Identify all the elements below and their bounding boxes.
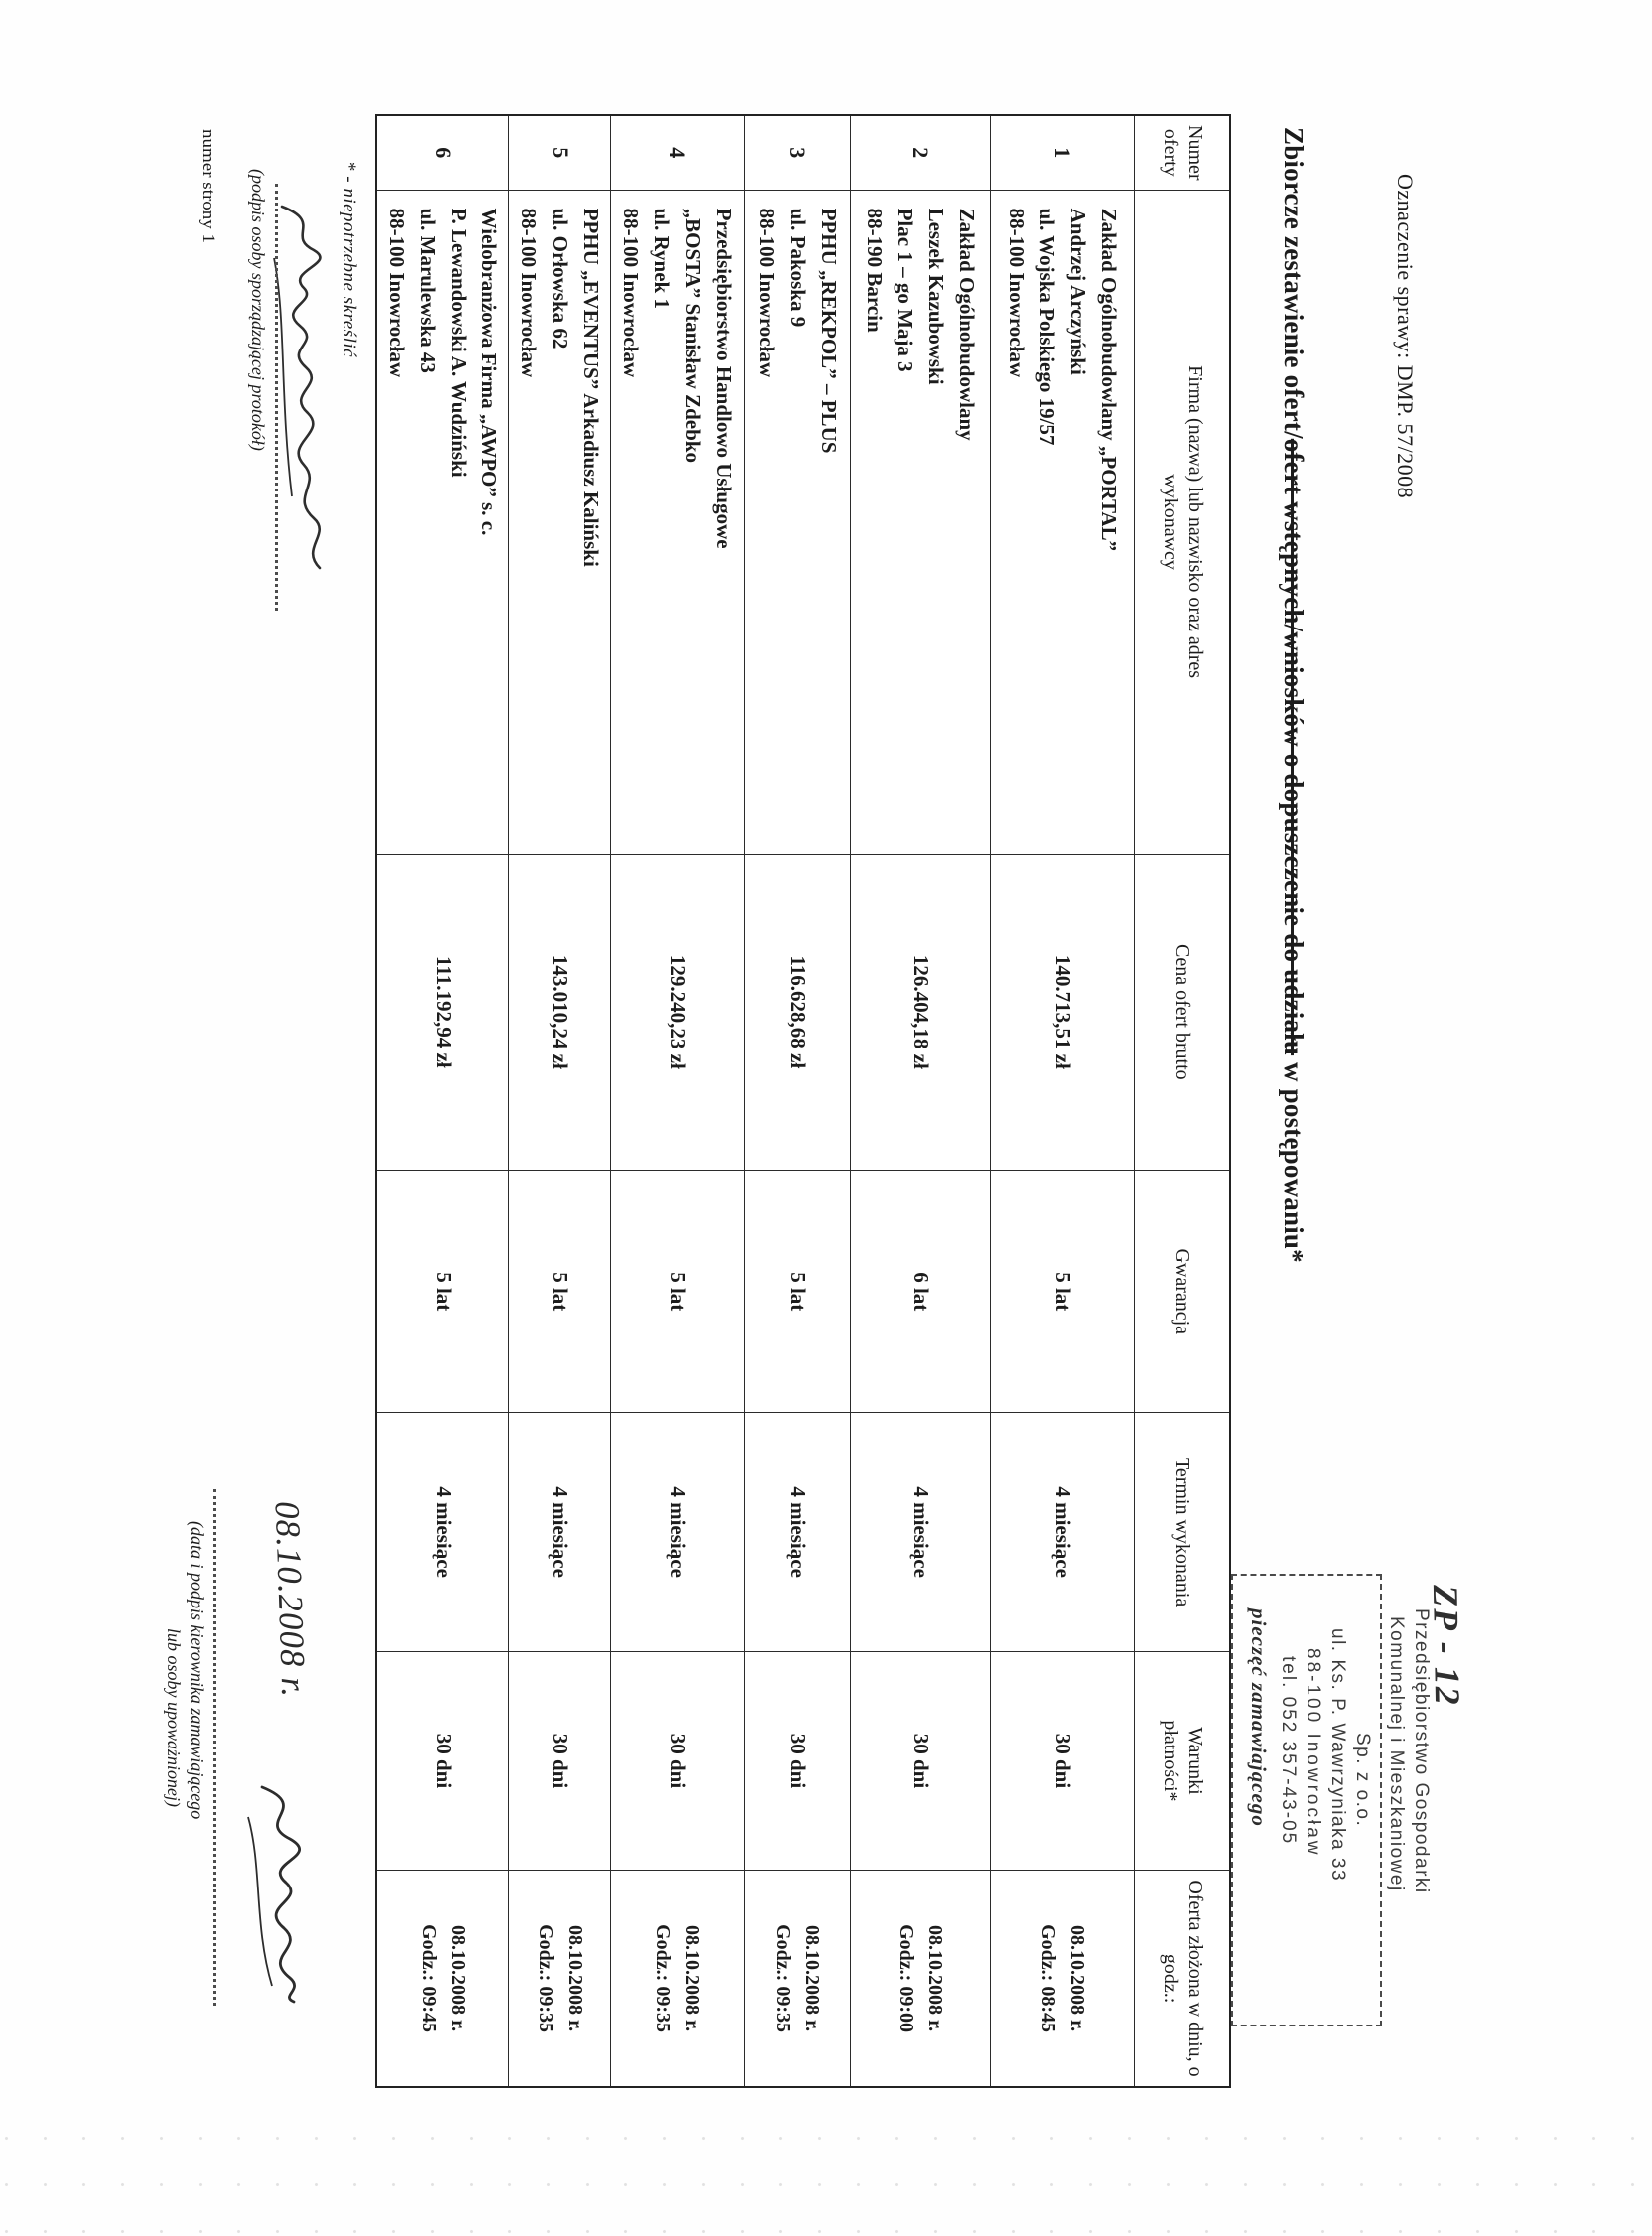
contractor-cell: PPHU „REKPOL” – PLUS ul. Pakoska 9 88-100 Inowrocław	[745, 190, 851, 854]
offer-row	[745, 115, 851, 2087]
header-gwarancja: Gwarancja	[1135, 1171, 1230, 1413]
term-cell: 4 miesiące	[376, 1413, 509, 1651]
stamp-company-line3: Sp. z o.o.	[1352, 1733, 1373, 1828]
payment-cell: 30 dni	[851, 1651, 991, 1870]
stamp-city-line: 88-100 Inowrocław	[1303, 1648, 1323, 1858]
offer-row	[611, 115, 745, 2087]
case-reference-label: Oznaczenie sprawy: DMP. 57/2008	[1393, 174, 1418, 499]
page-number-label: numer strony 1	[198, 129, 218, 244]
warranty-cell: 6 lat	[851, 1171, 991, 1413]
contractor-cell: Wielobranżowa Firma „AWPO” s. c. P. Lewandowski A. Wudziński ul. Marulewska 43 88-100 Inowrocław	[376, 190, 509, 854]
submitted-cell: 08.10.2008 r. Godz.: 09:00	[851, 1871, 991, 2087]
submitted-cell: 08.10.2008 r. Godz.: 09:35	[745, 1871, 851, 2087]
manager-caption-line1: (data i podpis kierownika zamawiającego	[187, 1521, 206, 1820]
submitted-cell: 08.10.2008 r. Godz.: 09:35	[611, 1871, 745, 2087]
header-cena: Cena ofert brutto	[1135, 854, 1230, 1170]
term-cell: 4 miesiące	[851, 1413, 991, 1651]
page-title	[1278, 127, 1308, 1875]
title-suffix: w postępowaniu*	[1279, 1055, 1308, 1263]
scan-noise-strip	[0, 2115, 1652, 2236]
term-cell: 4 miesiące	[991, 1413, 1135, 1651]
contractor-cell: Zakład Ogólnobudowlany „PORTAL” Andrzej Arczyński ul. Wojska Polskiego 19/57 88-100 Inowrocław	[991, 190, 1135, 854]
title-struck-text: ofert wstępnych/wniosków o dopuszczenie do udziału	[1279, 438, 1308, 1056]
stamp-phone-line: tel. 052 357-43-05	[1278, 1656, 1299, 1846]
signature-dotted-line	[275, 184, 278, 611]
price-cell: 111.192,94 zł	[376, 854, 509, 1170]
payment-cell: 30 dni	[509, 1651, 611, 1870]
handwritten-signature-manager	[232, 1777, 332, 2006]
title-prefix: Zbiorcze zestawienie ofert/	[1279, 127, 1308, 439]
term-cell: 4 miesiące	[611, 1413, 745, 1651]
warranty-cell: 5 lat	[611, 1171, 745, 1413]
price-cell: 143.010,24 zł	[509, 854, 611, 1170]
price-cell: 129.240,23 zł	[611, 854, 745, 1170]
term-cell: 4 miesiące	[745, 1413, 851, 1651]
price-cell: 116.628,68 zł	[745, 854, 851, 1170]
term-cell: 4 miesiące	[509, 1413, 611, 1651]
warranty-cell: 5 lat	[509, 1171, 611, 1413]
submitted-cell: 08.10.2008 r. Godz.: 08:45	[991, 1871, 1135, 2087]
price-cell: 126.404,18 zł	[851, 854, 991, 1170]
manager-caption-line2: lub osoby upoważnionej)	[164, 1628, 184, 1807]
date-signature-dotted-line	[213, 1489, 216, 2006]
offer-number-cell: 4	[611, 115, 745, 190]
offer-number-cell: 2	[851, 115, 991, 190]
zp-number-annotation: ZP - 12	[1425, 1584, 1468, 1707]
offers-table	[375, 114, 1231, 2088]
submitted-cell: 08.10.2008 r. Godz.: 09:35	[509, 1871, 611, 2087]
warranty-cell: 5 lat	[991, 1171, 1135, 1413]
preparer-signature-caption: (podpis osoby sporządzającej protokół)	[248, 169, 268, 451]
stamp-caption: pieczęć zamawiającego	[1247, 1608, 1271, 1827]
contractor-cell: Przedsiębiorstwo Handlowo Usługowe „BOSTA” Stanisław Zdebko ul. Rynek 1 88-100 Inowrocław	[611, 190, 745, 854]
header-firma: Firma (nazwa) lub nazwisko oraz adres wykonawcy	[1135, 190, 1230, 854]
offer-row	[991, 115, 1135, 2087]
offer-number-cell: 1	[991, 115, 1135, 190]
offer-row	[851, 115, 991, 2087]
header-warunki: Warunki płatności*	[1135, 1651, 1230, 1870]
warranty-cell: 5 lat	[745, 1171, 851, 1413]
warranty-cell: 5 lat	[376, 1171, 509, 1413]
offer-row	[376, 115, 509, 2087]
header-termin: Termin wykonania	[1135, 1413, 1230, 1651]
price-cell: 140.713,51 zł	[991, 854, 1135, 1170]
contractor-cell: Zakład Ogólnobudowlany Leszek Kazubowski Plac 1 – go Maja 3 88-190 Barcin	[851, 190, 991, 854]
payment-cell: 30 dni	[745, 1651, 851, 1870]
stamp-company-line1: Przedsiębiorstwo Gospodarki	[1411, 1608, 1432, 1894]
offer-row	[509, 115, 611, 2087]
header-oferta: Oferta złożona w dniu, o godz.:	[1135, 1871, 1230, 2087]
payment-cell: 30 dni	[991, 1651, 1135, 1870]
offer-number-cell: 5	[509, 115, 611, 190]
table-header-row	[1135, 115, 1230, 2087]
payment-cell: 30 dni	[611, 1651, 745, 1870]
payment-cell: 30 dni	[376, 1651, 509, 1870]
offer-number-cell: 3	[745, 115, 851, 190]
stamp-company-line2: Komunalnej i Mieszkaniowej	[1386, 1616, 1407, 1892]
header-numer: Numer oferty	[1135, 115, 1230, 190]
stamp-address-line: ul. Ks. P. Wawrzyniaka 33	[1327, 1628, 1348, 1883]
handwritten-date: 08.10.2008 r.	[267, 1500, 314, 1699]
submitted-cell: 08.10.2008 r. Godz.: 09:45	[376, 1871, 509, 2087]
footnote-strike-note: * - niepotrzebne skreślić	[339, 161, 359, 358]
contractor-cell: PPHU „EVENTUS” Arkadiusz Kaliński ul. Orłowska 62 88-100 Inowrocław	[509, 190, 611, 854]
offer-number-cell: 6	[376, 115, 509, 190]
